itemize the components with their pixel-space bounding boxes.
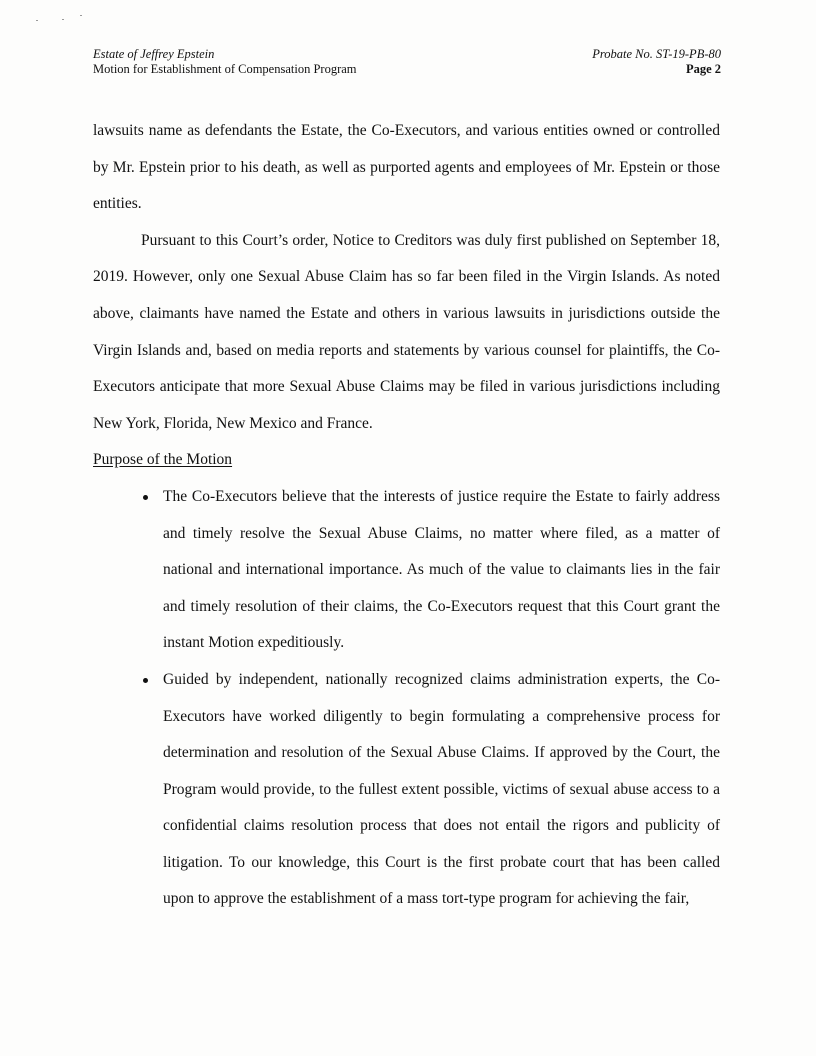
- bullet-item: [93, 479, 720, 662]
- section-heading-text: Purpose of the Motion: [93, 451, 233, 469]
- paragraph-continuation: lawsuits name as defendants the Estate, the Co-Executors, and various entities owned or controlled by Mr. Epstein prior to his death, as well as purported agents and employees of Mr. Epstein or those entities.: [93, 122, 720, 213]
- page-number: [592, 62, 721, 77]
- document-body: [93, 113, 720, 918]
- scan-speck: [62, 19, 64, 20]
- running-header-right: [592, 47, 721, 77]
- paragraph-notice-to-creditors: Pursuant to this Court’s order, Notice to Creditors was duly first published on September 18, 2019. However, only one Sexual Abuse Claim has so far been filed in the Virgin Islands. As noted above, claimants have named the Estate and others in various lawsuits in jurisdictions outside the Virgin Islands and, based on media reports and statements by various counsel for plaintiffs, the Co-Executors anticipate that more Sexual Abuse Claims may be filed in various jurisdictions including New York, Florida, New Mexico and France.: [93, 231, 720, 432]
- page-label: Page: [685, 62, 712, 76]
- section-heading: [93, 442, 720, 479]
- bullet-item: [93, 662, 720, 918]
- bullet-icon: [143, 678, 148, 683]
- running-header-left: [93, 47, 357, 77]
- page-number-value: 2: [714, 62, 721, 76]
- document-title: Motion for Establishment of Compensation Program: [93, 62, 357, 76]
- case-caption: Estate of Jeffrey Epstein: [93, 47, 215, 61]
- probate-number: Probate No. ST-19-PB-80: [592, 47, 721, 61]
- scan-speck: [36, 20, 38, 21]
- bullet-icon: [143, 495, 148, 500]
- bullet-list: [93, 479, 720, 918]
- scan-speck: [80, 15, 82, 16]
- bullet-text: Guided by independent, nationally recognized claims administration experts, the Co-Executors have worked diligently to begin formulating a comprehensive process for determination and resolution of the Sexual Abuse Claims. If approved by the Court, the Program would provide, to the fullest extent possible, victims of sexual abuse access to a confidential claims resolution process that does not entail the rigors and publicity of litigation. To our knowledge, this Court is the first probate court that has been called upon to approve the establishment of a mass tort-type program for achieving the fair,: [163, 670, 720, 908]
- bullet-text: The Co-Executors believe that the interests of justice require the Estate to fairly address and timely resolve the Sexual Abuse Claims, no matter where filed, as a matter of national and international importance. As much of the value to claimants lies in the fair and timely resolution of their claims, the Co-Executors request that this Court grant the instant Motion expeditiously.: [163, 487, 720, 652]
